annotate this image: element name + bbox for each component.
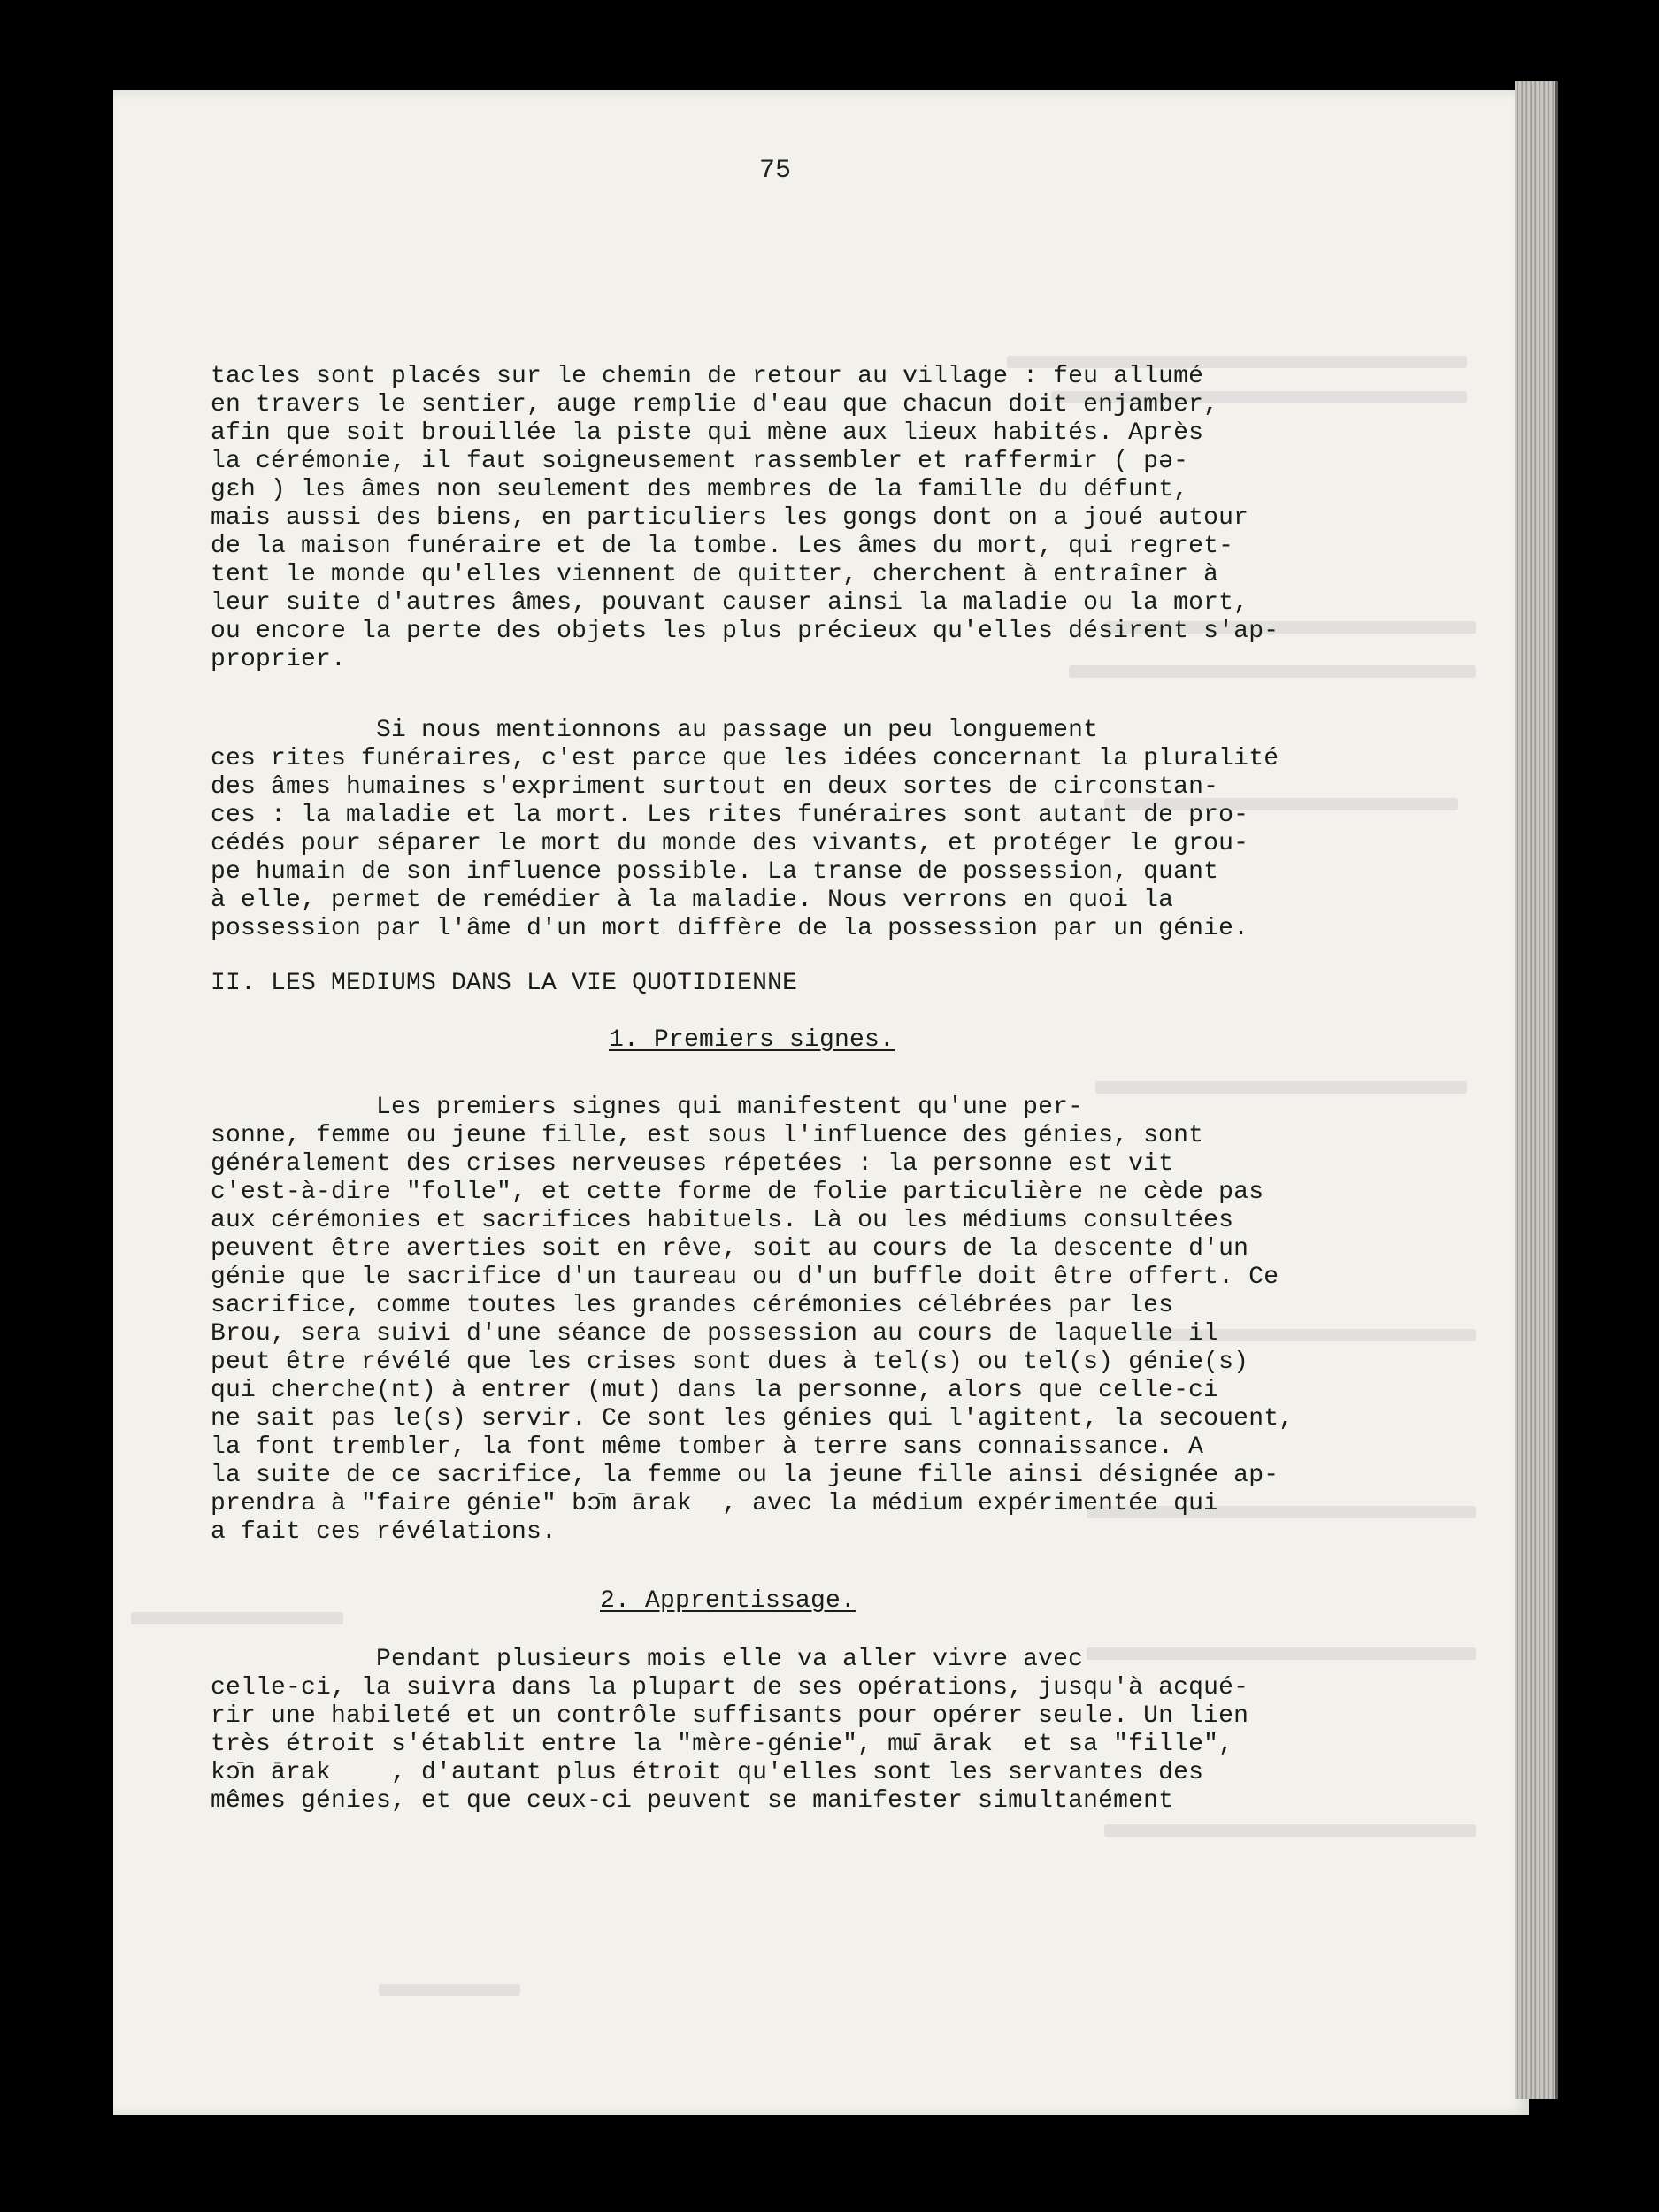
paragraph-3-line: Les premiers signes qui manifestent qu'une per- <box>211 1094 1084 1121</box>
paragraph-4-line: rir une habileté et un contrôle suffisants pour opérer seule. Un lien <box>211 1702 1249 1730</box>
page-number: 75 <box>759 156 792 186</box>
paragraph-1-line: tent le monde qu'elles viennent de quitter, cherchent à entraîner à <box>211 561 1219 588</box>
paragraph-3-line: ne sait pas le(s) servir. Ce sont les génies qui l'agitent, la secouent, <box>211 1405 1294 1432</box>
paragraph-1-line: proprier. <box>211 646 347 673</box>
paragraph-1-line: de la maison funéraire et de la tombe. Les âmes du mort, qui regret- <box>211 533 1234 560</box>
paragraph-4-line: Pendant plusieurs mois elle va aller vivre avec <box>211 1646 1084 1673</box>
paragraph-1-line: en travers le sentier, auge remplie d'eau que chacun doit enjamber, <box>211 391 1219 419</box>
paragraph-1-line: afin que soit brouillée la piste qui mène aux lieux habités. Après <box>211 419 1204 447</box>
paragraph-3-line: la font trembler, la font même tomber à terre sans connaissance. A <box>211 1433 1204 1461</box>
paragraph-2-line: cédés pour séparer le mort du monde des vivants, et protéger le grou- <box>211 830 1249 857</box>
paragraph-3-line: aux cérémonies et sacrifices habituels. Là ou les médiums consultées <box>211 1207 1234 1234</box>
paragraph-2-line: pe humain de son influence possible. La transe de possession, quant <box>211 858 1219 886</box>
paragraph-3-line: sacrifice, comme toutes les grandes cérémonies célébrées par les <box>211 1292 1174 1319</box>
paragraph-1-line: mais aussi des biens, en particuliers les gongs dont on a joué autour <box>211 504 1249 532</box>
subheading-premiers-signes: 1. Premiers signes. <box>609 1026 895 1054</box>
paragraph-1-line: gɛh ) les âmes non seulement des membres de la famille du défunt, <box>211 476 1189 503</box>
paragraph-4-line: kɔ̄n ārak , d'autant plus étroit qu'elles sont les servantes des <box>211 1759 1204 1786</box>
paragraph-3-line: a fait ces révélations. <box>211 1518 557 1546</box>
paragraph-2-line: possession par l'âme d'un mort diffère de la possession par un génie. <box>211 915 1249 942</box>
paragraph-3-line: qui cherche(nt) à entrer (mut) dans la personne, alors que celle-ci <box>211 1377 1219 1404</box>
paragraph-3-line: généralement des crises nerveuses répetées : la personne est vit <box>211 1150 1174 1178</box>
paragraph-2-line: à elle, permet de remédier à la maladie. Nous verrons en quoi la <box>211 887 1174 914</box>
section-heading: II. LES MEDIUMS DANS LA VIE QUOTIDIENNE <box>211 970 798 997</box>
paragraph-4-line: celle-ci, la suivra dans la plupart de ses opérations, jusqu'à acqué- <box>211 1674 1249 1701</box>
paragraph-3-line: Brou, sera suivi d'une séance de possession au cours de laquelle il <box>211 1320 1219 1348</box>
paragraph-3-line: c'est-à-dire "folle", et cette forme de folie particulière ne cède pas <box>211 1179 1264 1206</box>
paragraph-3-line: génie que le sacrifice d'un taureau ou d'un buffle doit être offert. Ce <box>211 1263 1279 1291</box>
paragraph-1-line: tacles sont placés sur le chemin de retour au village : feu allumé <box>211 363 1204 390</box>
paragraph-1-line: leur suite d'autres âmes, pouvant causer ainsi la maladie ou la mort, <box>211 589 1249 617</box>
paragraph-3-line: peut être révélé que les crises sont dues à tel(s) ou tel(s) génie(s) <box>211 1348 1249 1376</box>
paragraph-3-line: prendra à "faire génie" bɔ̄m ārak , avec la médium expérimentée qui <box>211 1490 1219 1517</box>
paragraph-1-line: ou encore la perte des objets les plus précieux qu'elles désirent s'ap- <box>211 618 1279 645</box>
paragraph-2-line: Si nous mentionnons au passage un peu longuement <box>211 717 1099 744</box>
paragraph-2-line: des âmes humaines s'expriment surtout en deux sortes de circonstan- <box>211 773 1219 801</box>
paragraph-1-line: la cérémonie, il faut soigneusement rassembler et raffermir ( pə- <box>211 448 1189 475</box>
subheading-apprentissage: 2. Apprentissage. <box>600 1587 856 1615</box>
page-edges <box>1515 81 1558 2099</box>
paragraph-2-line: ces : la maladie et la mort. Les rites funéraires sont autant de pro- <box>211 802 1249 829</box>
paragraph-3-line: la suite de ce sacrifice, la femme ou la jeune fille ainsi désignée ap- <box>211 1462 1279 1489</box>
paragraph-3-line: peuvent être averties soit en rêve, soit au cours de la descente d'un <box>211 1235 1249 1263</box>
paragraph-4-line: très étroit s'établit entre la "mère-génie", mɯ̄ ārak et sa "fille", <box>211 1731 1234 1758</box>
paragraph-3-line: sonne, femme ou jeune fille, est sous l'influence des génies, sont <box>211 1122 1204 1149</box>
paragraph-4-line: mêmes génies, et que ceux-ci peuvent se manifester simultanément <box>211 1787 1174 1815</box>
paragraph-2-line: ces rites funéraires, c'est parce que les idées concernant la pluralité <box>211 745 1279 772</box>
